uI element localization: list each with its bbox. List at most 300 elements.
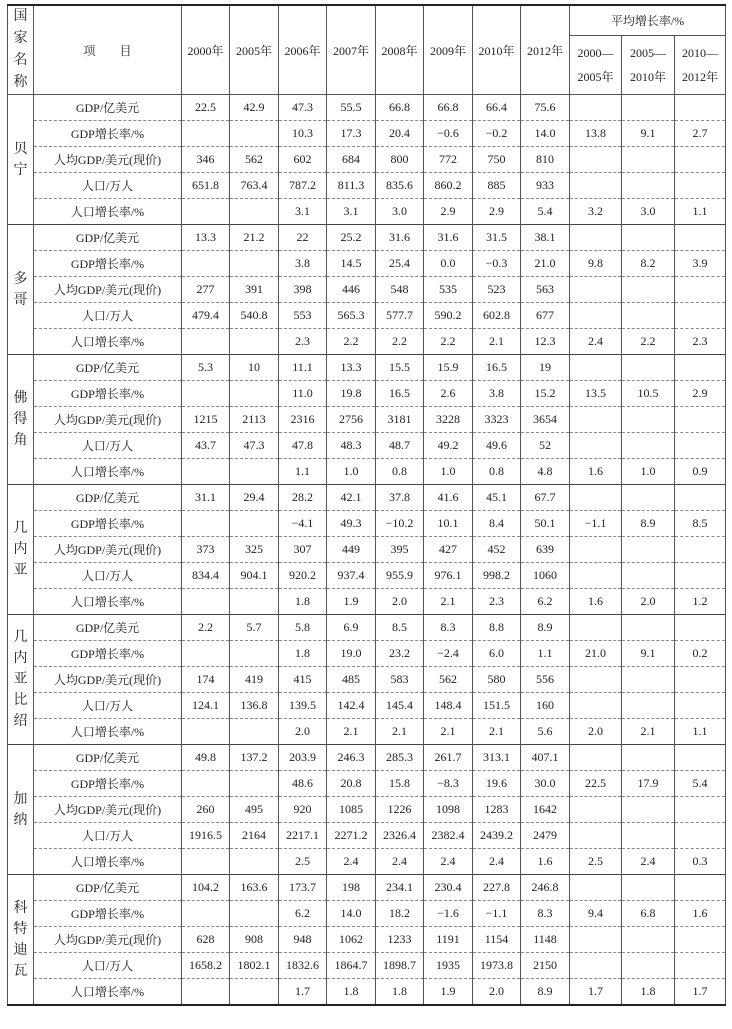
value-cell: 933 bbox=[521, 173, 570, 199]
value-cell: 1658.2 bbox=[182, 953, 230, 979]
average-growth-cell: 2.5 bbox=[570, 849, 622, 875]
period-header-end: 2012年 bbox=[681, 69, 718, 84]
country-name: 佛得角 bbox=[13, 391, 28, 448]
average-growth-cell bbox=[622, 667, 675, 693]
value-cell: 2.4 bbox=[376, 849, 424, 875]
value-cell: 20.4 bbox=[376, 121, 424, 147]
value-cell: 14.5 bbox=[327, 251, 376, 277]
value-cell: 8.5 bbox=[376, 615, 424, 641]
table-row bbox=[8, 927, 726, 953]
item-label: 人口/万人 bbox=[34, 433, 182, 459]
value-cell: 139.5 bbox=[279, 693, 327, 719]
value-cell: 2.2 bbox=[182, 615, 230, 641]
country-name: 科特迪瓦 bbox=[13, 900, 28, 979]
average-growth-cell bbox=[570, 433, 622, 459]
value-cell: 38.1 bbox=[521, 225, 570, 251]
item-label: 人口/万人 bbox=[34, 693, 182, 719]
item-label: 人口增长率/% bbox=[34, 199, 182, 225]
average-growth-cell: 0.3 bbox=[675, 849, 726, 875]
average-growth-cell: 1.0 bbox=[622, 459, 675, 485]
average-growth-cell bbox=[675, 875, 726, 901]
value-cell: 30.0 bbox=[521, 771, 570, 797]
value-cell: 227.8 bbox=[473, 875, 521, 901]
value-cell: 49.6 bbox=[473, 433, 521, 459]
value-cell: 860.2 bbox=[424, 173, 473, 199]
average-growth-cell bbox=[622, 433, 675, 459]
value-cell: 1935 bbox=[424, 953, 473, 979]
value-cell: 25.2 bbox=[327, 225, 376, 251]
value-cell: 160 bbox=[521, 693, 570, 719]
value-cell: 19.0 bbox=[327, 641, 376, 667]
average-growth-cell: 2.9 bbox=[675, 381, 726, 407]
value-cell: 523 bbox=[473, 277, 521, 303]
value-cell bbox=[230, 979, 279, 1006]
value-cell: 677 bbox=[521, 303, 570, 329]
value-cell: 1.7 bbox=[279, 979, 327, 1006]
value-cell: 548 bbox=[376, 277, 424, 303]
value-cell: 2.2 bbox=[424, 329, 473, 355]
value-cell: 31.5 bbox=[473, 225, 521, 251]
year-header: 2000年 bbox=[182, 5, 230, 95]
average-growth-cell: 8.5 bbox=[675, 511, 726, 537]
average-growth-cell bbox=[675, 95, 726, 121]
item-label: 人均GDP/美元(现价) bbox=[34, 797, 182, 823]
value-cell: 1215 bbox=[182, 407, 230, 433]
value-cell: 2756 bbox=[327, 407, 376, 433]
value-cell: 3654 bbox=[521, 407, 570, 433]
average-growth-cell: 1.6 bbox=[570, 589, 622, 615]
value-cell: 2316 bbox=[279, 407, 327, 433]
average-growth-cell: 2.1 bbox=[622, 719, 675, 745]
value-cell: 28.2 bbox=[279, 485, 327, 511]
country-name: 几内亚 bbox=[13, 521, 28, 578]
value-cell: 398 bbox=[279, 277, 327, 303]
country-name-cell bbox=[8, 225, 34, 355]
table-row bbox=[8, 667, 726, 693]
average-growth-cell bbox=[622, 927, 675, 953]
value-cell: 2382.4 bbox=[424, 823, 473, 849]
value-cell bbox=[182, 121, 230, 147]
average-growth-cell: 6.8 bbox=[622, 901, 675, 927]
value-cell: 1.9 bbox=[424, 979, 473, 1006]
item-label: 人口增长率/% bbox=[34, 979, 182, 1006]
value-cell: 16.5 bbox=[376, 381, 424, 407]
table-row bbox=[8, 823, 726, 849]
value-cell: 948 bbox=[279, 927, 327, 953]
value-cell: 10 bbox=[230, 355, 279, 381]
country-name-cell bbox=[8, 95, 34, 225]
item-label: 人口/万人 bbox=[34, 303, 182, 329]
value-cell: 1.1 bbox=[279, 459, 327, 485]
value-cell: 124.1 bbox=[182, 693, 230, 719]
average-growth-cell bbox=[675, 927, 726, 953]
value-cell: 313.1 bbox=[473, 745, 521, 771]
item-label: GDP增长率/% bbox=[34, 251, 182, 277]
average-growth-cell bbox=[622, 95, 675, 121]
table-row bbox=[8, 615, 726, 641]
value-cell: 3.8 bbox=[473, 381, 521, 407]
table-row bbox=[8, 979, 726, 1006]
item-label: GDP增长率/% bbox=[34, 511, 182, 537]
value-cell: 5.4 bbox=[521, 199, 570, 225]
table-row bbox=[8, 173, 726, 199]
average-growth-cell bbox=[570, 95, 622, 121]
value-cell: 4.8 bbox=[521, 459, 570, 485]
table-row bbox=[8, 121, 726, 147]
average-growth-cell: 13.5 bbox=[570, 381, 622, 407]
value-cell: 1.0 bbox=[424, 459, 473, 485]
average-growth-cell bbox=[675, 563, 726, 589]
item-label: GDP/亿美元 bbox=[34, 875, 182, 901]
year-header: 2008年 bbox=[376, 5, 424, 95]
country-name-cell bbox=[8, 485, 34, 615]
value-cell: 8.9 bbox=[521, 615, 570, 641]
value-cell: 173.7 bbox=[279, 875, 327, 901]
value-cell: 21.2 bbox=[230, 225, 279, 251]
average-growth-cell bbox=[570, 615, 622, 641]
value-cell: 45.1 bbox=[473, 485, 521, 511]
value-cell: 48.6 bbox=[279, 771, 327, 797]
value-cell: 203.9 bbox=[279, 745, 327, 771]
year-header: 2010年 bbox=[473, 5, 521, 95]
value-cell: −0.2 bbox=[473, 121, 521, 147]
average-growth-cell bbox=[622, 797, 675, 823]
average-growth-cell: 22.5 bbox=[570, 771, 622, 797]
value-cell: 1148 bbox=[521, 927, 570, 953]
table-row bbox=[8, 381, 726, 407]
average-growth-cell bbox=[675, 823, 726, 849]
value-cell bbox=[182, 719, 230, 745]
value-cell: 1098 bbox=[424, 797, 473, 823]
table-header bbox=[8, 5, 726, 95]
table-row bbox=[8, 485, 726, 511]
table-body bbox=[8, 95, 726, 1006]
value-cell: 2.0 bbox=[279, 719, 327, 745]
value-cell: 67.7 bbox=[521, 485, 570, 511]
value-cell: 8.3 bbox=[521, 901, 570, 927]
value-cell: 198 bbox=[327, 875, 376, 901]
value-cell bbox=[230, 589, 279, 615]
value-cell: 763.4 bbox=[230, 173, 279, 199]
value-cell: 920.2 bbox=[279, 563, 327, 589]
average-growth-cell bbox=[675, 147, 726, 173]
value-cell bbox=[182, 511, 230, 537]
country-name: 贝宁 bbox=[13, 141, 28, 178]
average-growth-cell bbox=[675, 537, 726, 563]
average-growth-cell: 2.4 bbox=[570, 329, 622, 355]
value-cell: 1.8 bbox=[279, 589, 327, 615]
average-growth-cell: 0.2 bbox=[675, 641, 726, 667]
value-cell bbox=[230, 641, 279, 667]
average-growth-cell bbox=[570, 823, 622, 849]
value-cell: 1898.7 bbox=[376, 953, 424, 979]
country-name-cell bbox=[8, 355, 34, 485]
value-cell: 2.3 bbox=[473, 589, 521, 615]
value-cell: −1.6 bbox=[424, 901, 473, 927]
average-growth-cell bbox=[675, 615, 726, 641]
value-cell: 750 bbox=[473, 147, 521, 173]
value-cell: 885 bbox=[473, 173, 521, 199]
average-growth-cell bbox=[570, 277, 622, 303]
average-growth-cell bbox=[570, 875, 622, 901]
header-row-1 bbox=[8, 5, 726, 35]
item-label: 人口增长率/% bbox=[34, 329, 182, 355]
value-cell: 49.8 bbox=[182, 745, 230, 771]
value-cell: 3228 bbox=[424, 407, 473, 433]
value-cell: 2.3 bbox=[279, 329, 327, 355]
average-growth-cell bbox=[570, 797, 622, 823]
average-growth-cell bbox=[570, 407, 622, 433]
item-label: GDP增长率/% bbox=[34, 901, 182, 927]
value-cell: 8.3 bbox=[424, 615, 473, 641]
country-name-cell bbox=[8, 615, 34, 745]
value-cell: 908 bbox=[230, 927, 279, 953]
value-cell bbox=[230, 199, 279, 225]
value-cell: 18.2 bbox=[376, 901, 424, 927]
value-cell bbox=[230, 381, 279, 407]
value-cell: 163.6 bbox=[230, 875, 279, 901]
item-label: 人口/万人 bbox=[34, 563, 182, 589]
table-row bbox=[8, 511, 726, 537]
item-label: GDP/亿美元 bbox=[34, 485, 182, 511]
value-cell: 395 bbox=[376, 537, 424, 563]
value-cell: 1283 bbox=[473, 797, 521, 823]
value-cell: 2.1 bbox=[473, 329, 521, 355]
value-cell: 13.3 bbox=[327, 355, 376, 381]
value-cell bbox=[230, 329, 279, 355]
value-cell bbox=[230, 771, 279, 797]
value-cell: 260 bbox=[182, 797, 230, 823]
table-row bbox=[8, 849, 726, 875]
value-cell: 8.9 bbox=[521, 979, 570, 1006]
value-cell: 583 bbox=[376, 667, 424, 693]
average-growth-cell bbox=[622, 485, 675, 511]
value-cell: 15.2 bbox=[521, 381, 570, 407]
value-cell: 42.9 bbox=[230, 95, 279, 121]
average-growth-cell bbox=[622, 875, 675, 901]
period-header-end: 2010年 bbox=[629, 69, 666, 84]
average-growth-cell: 9.8 bbox=[570, 251, 622, 277]
value-cell: 11.1 bbox=[279, 355, 327, 381]
value-cell: 479.4 bbox=[182, 303, 230, 329]
year-header: 2005年 bbox=[230, 5, 279, 95]
value-cell: 346 bbox=[182, 147, 230, 173]
value-cell bbox=[230, 459, 279, 485]
value-cell: 5.3 bbox=[182, 355, 230, 381]
value-cell: 10.3 bbox=[279, 121, 327, 147]
value-cell: 2.1 bbox=[376, 719, 424, 745]
value-cell: 43.7 bbox=[182, 433, 230, 459]
table-row bbox=[8, 225, 726, 251]
value-cell: 5.8 bbox=[279, 615, 327, 641]
value-cell: 1802.1 bbox=[230, 953, 279, 979]
value-cell: 2.4 bbox=[424, 849, 473, 875]
value-cell: 21.0 bbox=[521, 251, 570, 277]
value-cell: 602.8 bbox=[473, 303, 521, 329]
value-cell: 6.9 bbox=[327, 615, 376, 641]
period-header-start: 2000— bbox=[577, 45, 614, 60]
value-cell: 66.4 bbox=[473, 95, 521, 121]
value-cell: 787.2 bbox=[279, 173, 327, 199]
value-cell: 285.3 bbox=[376, 745, 424, 771]
value-cell: 48.3 bbox=[327, 433, 376, 459]
value-cell: 15.9 bbox=[424, 355, 473, 381]
value-cell: 1060 bbox=[521, 563, 570, 589]
item-label: GDP增长率/% bbox=[34, 381, 182, 407]
value-cell: 148.4 bbox=[424, 693, 473, 719]
value-cell: 142.4 bbox=[327, 693, 376, 719]
value-cell: 25.4 bbox=[376, 251, 424, 277]
average-growth-cell bbox=[570, 745, 622, 771]
table-row bbox=[8, 459, 726, 485]
value-cell: 446 bbox=[327, 277, 376, 303]
average-growth-cell bbox=[675, 407, 726, 433]
value-cell: 415 bbox=[279, 667, 327, 693]
table-row bbox=[8, 719, 726, 745]
value-cell: 22 bbox=[279, 225, 327, 251]
average-growth-cell bbox=[622, 407, 675, 433]
average-growth-cell: 10.5 bbox=[622, 381, 675, 407]
period-header bbox=[570, 35, 622, 94]
value-cell: 1062 bbox=[327, 927, 376, 953]
value-cell: 6.2 bbox=[521, 589, 570, 615]
value-cell: 6.2 bbox=[279, 901, 327, 927]
value-cell: −1.1 bbox=[473, 901, 521, 927]
table-row bbox=[8, 407, 726, 433]
value-cell: 1.0 bbox=[327, 459, 376, 485]
value-cell: −8.3 bbox=[424, 771, 473, 797]
value-cell bbox=[182, 979, 230, 1006]
table-row bbox=[8, 875, 726, 901]
average-growth-cell bbox=[570, 147, 622, 173]
value-cell: 1.1 bbox=[521, 641, 570, 667]
year-header: 2007年 bbox=[327, 5, 376, 95]
value-cell: 5.7 bbox=[230, 615, 279, 641]
average-growth-cell: 2.7 bbox=[675, 121, 726, 147]
value-cell: 1973.8 bbox=[473, 953, 521, 979]
value-cell: 540.8 bbox=[230, 303, 279, 329]
average-growth-cell: 9.1 bbox=[622, 641, 675, 667]
table-row bbox=[8, 589, 726, 615]
item-label: 人均GDP/美元(现价) bbox=[34, 147, 182, 173]
item-label: GDP增长率/% bbox=[34, 641, 182, 667]
value-cell: 495 bbox=[230, 797, 279, 823]
item-label: 人均GDP/美元(现价) bbox=[34, 407, 182, 433]
value-cell: 2150 bbox=[521, 953, 570, 979]
value-cell: 136.8 bbox=[230, 693, 279, 719]
value-cell: 22.5 bbox=[182, 95, 230, 121]
average-growth-cell: 21.0 bbox=[570, 641, 622, 667]
value-cell: 104.2 bbox=[182, 875, 230, 901]
value-cell: 14.0 bbox=[521, 121, 570, 147]
average-growth-cell: 2.2 bbox=[622, 329, 675, 355]
value-cell: 174 bbox=[182, 667, 230, 693]
value-cell: 580 bbox=[473, 667, 521, 693]
value-cell: 485 bbox=[327, 667, 376, 693]
average-growth-cell: 2.0 bbox=[570, 719, 622, 745]
item-label: 人均GDP/美元(现价) bbox=[34, 667, 182, 693]
average-growth-cell bbox=[675, 225, 726, 251]
table-row bbox=[8, 797, 726, 823]
average-growth-cell: 1.1 bbox=[675, 199, 726, 225]
period-header bbox=[622, 35, 675, 94]
value-cell: 261.7 bbox=[424, 745, 473, 771]
table-row bbox=[8, 277, 726, 303]
average-growth-cell: 3.0 bbox=[622, 199, 675, 225]
value-cell: 628 bbox=[182, 927, 230, 953]
average-growth-cell bbox=[570, 225, 622, 251]
value-cell: 2.2 bbox=[376, 329, 424, 355]
value-cell: 0.0 bbox=[424, 251, 473, 277]
value-cell: 1.8 bbox=[279, 641, 327, 667]
average-growth-cell: 1.8 bbox=[622, 979, 675, 1006]
average-growth-header: 平均增长率/% bbox=[570, 5, 726, 35]
average-growth-cell bbox=[570, 667, 622, 693]
value-cell bbox=[182, 771, 230, 797]
value-cell: 8.8 bbox=[473, 615, 521, 641]
country-name: 加纳 bbox=[13, 791, 28, 828]
value-cell: 565.3 bbox=[327, 303, 376, 329]
average-growth-cell bbox=[675, 745, 726, 771]
average-growth-cell bbox=[622, 615, 675, 641]
table-row bbox=[8, 199, 726, 225]
value-cell: 6.0 bbox=[473, 641, 521, 667]
value-cell: 1191 bbox=[424, 927, 473, 953]
value-cell: 976.1 bbox=[424, 563, 473, 589]
value-cell: 31.6 bbox=[376, 225, 424, 251]
value-cell: 12.3 bbox=[521, 329, 570, 355]
average-growth-cell bbox=[622, 147, 675, 173]
value-cell bbox=[182, 329, 230, 355]
average-growth-cell bbox=[675, 355, 726, 381]
average-growth-cell: 2.4 bbox=[622, 849, 675, 875]
value-cell: 14.0 bbox=[327, 901, 376, 927]
average-growth-cell: 9.4 bbox=[570, 901, 622, 927]
average-growth-cell: 1.7 bbox=[675, 979, 726, 1006]
value-cell: 577.7 bbox=[376, 303, 424, 329]
value-cell: 684 bbox=[327, 147, 376, 173]
value-cell: 3.1 bbox=[279, 199, 327, 225]
value-cell: 553 bbox=[279, 303, 327, 329]
value-cell: 2164 bbox=[230, 823, 279, 849]
item-label: 人口/万人 bbox=[34, 173, 182, 199]
value-cell: 49.3 bbox=[327, 511, 376, 537]
value-cell: 47.3 bbox=[230, 433, 279, 459]
value-cell: 5.6 bbox=[521, 719, 570, 745]
average-growth-cell bbox=[570, 355, 622, 381]
year-header: 2009年 bbox=[424, 5, 473, 95]
value-cell: 3.0 bbox=[376, 199, 424, 225]
value-cell bbox=[230, 719, 279, 745]
item-label: 人口增长率/% bbox=[34, 589, 182, 615]
value-cell: 234.1 bbox=[376, 875, 424, 901]
value-cell: 2.4 bbox=[473, 849, 521, 875]
value-cell: 23.2 bbox=[376, 641, 424, 667]
value-cell: 19.8 bbox=[327, 381, 376, 407]
average-growth-cell: 1.2 bbox=[675, 589, 726, 615]
value-cell: 1233 bbox=[376, 927, 424, 953]
country-column-header bbox=[8, 5, 34, 95]
value-cell: 2439.2 bbox=[473, 823, 521, 849]
value-cell: 407.1 bbox=[521, 745, 570, 771]
item-label: GDP/亿美元 bbox=[34, 745, 182, 771]
table-row bbox=[8, 433, 726, 459]
value-cell: 47.3 bbox=[279, 95, 327, 121]
average-growth-cell: 8.9 bbox=[622, 511, 675, 537]
value-cell: 41.6 bbox=[424, 485, 473, 511]
value-cell: 50.1 bbox=[521, 511, 570, 537]
average-growth-cell: 2.0 bbox=[622, 589, 675, 615]
